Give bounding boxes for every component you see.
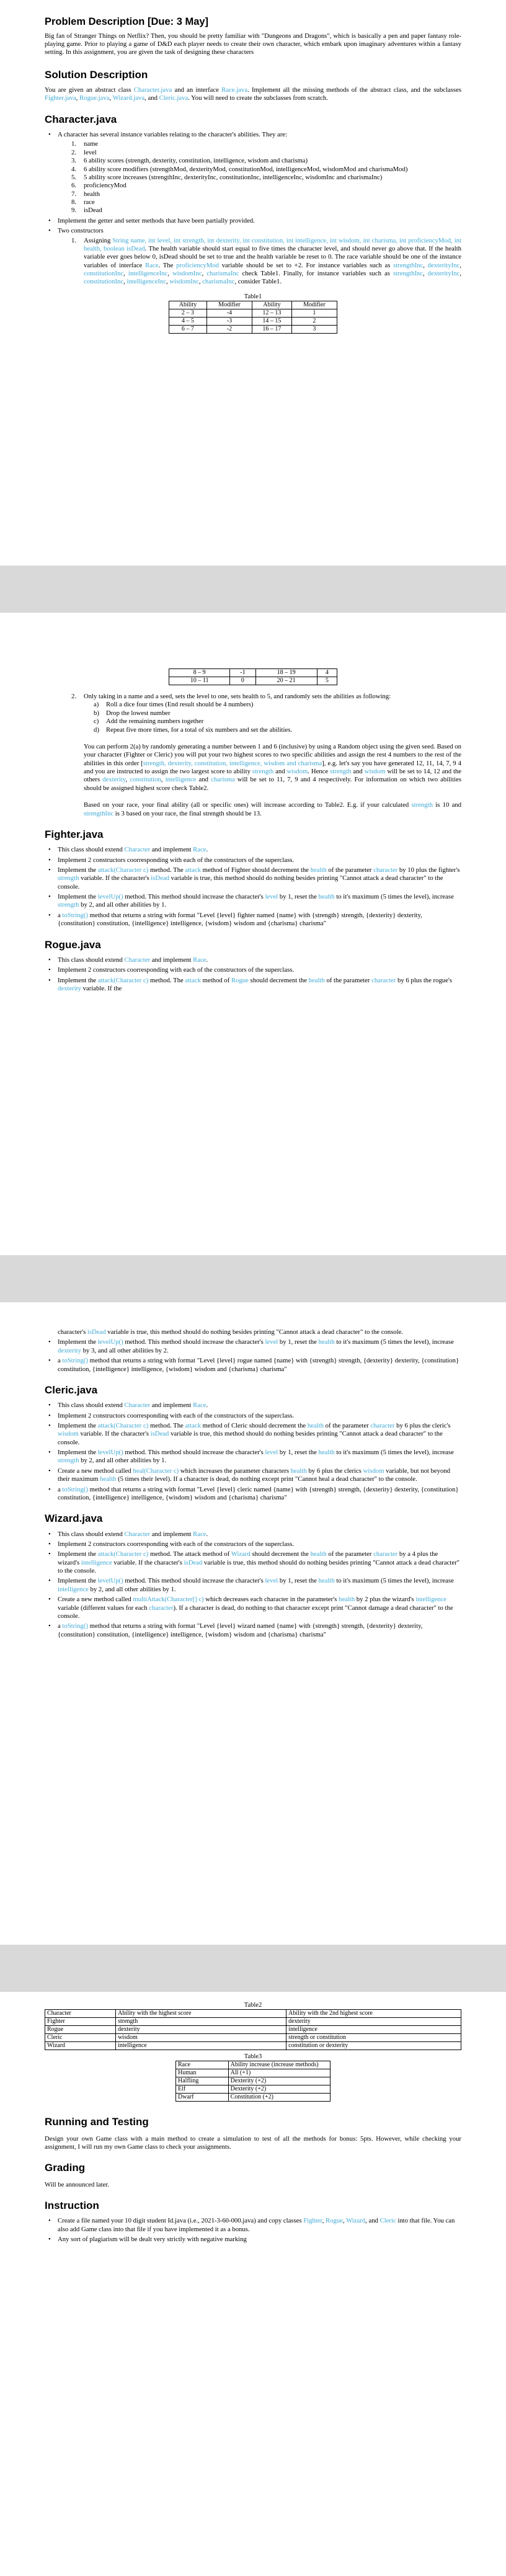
table-row: Wizard intelligence constitution or dexterity (45, 2042, 461, 2050)
race-increase-paragraph: Based on your race, your final ability (all or specific ones) will increase according to Table2. E.g. if your calculated strength is 10 and strengthInc is 3 based on your race, the final strength should be 13. (84, 801, 462, 817)
solution-heading: Solution Description (45, 68, 148, 81)
page-2 (0, 613, 506, 1255)
instruction-list (45, 2217, 461, 2244)
list-item: • Implement the levelUp() method. This method should increase the character's level by 1, reset the health to it's maximum (5 times the level), increase dexterity by 3, and all other abilities by 2. (45, 1338, 461, 1355)
table-header: Race (176, 2061, 229, 2069)
list-item: • Implement the attack(Character c) method. The attack method of Cleric should decrement the health of the parameter character by 6 plus the cleric's wisdom variable. If the character's isDead variable is true, this method should do nothing besides printing "Cannot attack a dead character" to the console. (45, 1422, 461, 1447)
cleric-list (45, 1401, 461, 1502)
table-header: Character (45, 2010, 116, 2018)
list-item: • Any sort of plagiarism will be dealt very strictly with negative marking (45, 2236, 461, 2244)
constructor-1: 1. Assigning String name, int level, int strength, int dexterity, int constitution, int intelligence, int wisdom, int charisma, int proficiencyMod, int health, boolean isDead. The health variable should start equal to five times the character level, and should never go above that. If the health variable ever goes below 0, isDead should be set to true and the health variable be reset to 0. The race variable should be one of the instance variables of interface Race. The proficiencyMod variable should be set to +2. For instance variables such as strengthInc, dexterityInc, constitutionInc, intelligenceInc, wisdomInc, charismaInc check Table1. Finally, for instance variables such as strengthInc, dexterityInc, constitutionInc, intelligenceInc, wisdomInc, charismaInc, consider Table1. (71, 236, 462, 286)
table3-caption: Table3 (244, 2053, 262, 2061)
character-heading: Character.java (45, 113, 117, 125)
table-row: 6 – 7 -2 16 – 17 3 (169, 325, 337, 333)
constructor-list-continued (45, 693, 461, 818)
page-title: Problem Description [Due: 3 May] (45, 16, 209, 27)
table-header: Ability with the 2nd highest score (286, 2010, 461, 2018)
table-row: Fighter strength dexterity (45, 2018, 461, 2026)
table-row: Cleric wisdom strength or constitution (45, 2034, 461, 2042)
list-item: • Create a file named your 10 digit student Id.java (i.e., 2021-3-60-000.java) and copy classes Fighter, Rogue, Wizard, and Cleric into that file. You can also add Game class into that file if you have implemented it as a bonus. (45, 2217, 461, 2234)
running-heading: Running and Testing (45, 2116, 149, 2128)
table-row: 10 – 11 0 20 – 21 5 (169, 677, 337, 685)
constructor-list (58, 237, 461, 286)
table-header: Ability (252, 301, 292, 309)
table1-continued (169, 668, 337, 685)
table-header-row (45, 2010, 461, 2018)
character-bullet-getters: • Implement the getter and setter methods that have been partially provided. (45, 217, 461, 225)
table-row: 8 – 9 -1 18 – 19 4 (169, 669, 337, 677)
constructor-2: 2. Only taking in a name and a seed, sets the level to one, sets health to 5, and randomly sets the abilities as following: a) Roll a dice four times (End result should be 4 numbers) b) Drop the lowest number c) Add the remaining numbers together d) Repeat five more times, for a total of six numbers and set the abilities. You can perform 2(a) by randomly generating a number between 1 and 6 (inclusive) by using a Random object using the given seed. Based on your character (Fighter or Cleric) you will put your two highest scores to two specific abilities and assign the rest 4 numbers to the rest of the abilities in this order [strength, dexterity, constitution, intelligence, wisdom and charisma], e.g. let's say you have generated 12, 11, 14, 7, 9 4 and you are instructed to assign the two largest score to ability strength and wisdom. Hence strength and wisdom will be set to 14, 12 and the others dexterity, constitution, intelligence and charisma will be set to 11, 7, 9 and 4 respectively. For information on which two abilities should be assigned highest score check Table2. Based on your race, your final ability (all or specific ones) will increase according to Table2. E.g. if your calculated strength is 10 and strengthInc is 3 based on your race, the final strength should be 13. (71, 693, 462, 817)
table-row: Rogue dexterity intelligence (45, 2026, 461, 2034)
list-item: • a toString() method that returns a string with format "Level {level} fighter named {name} with {strength} strength, {dexterity} dexterity, {constitution} constitution, {intelligence} intelligence, {wisdom} wisdom and {charisma} charisma" (45, 912, 461, 928)
list-item: b) Drop the lowest number (94, 709, 171, 717)
list-item: • Implement 2 constructors coorresponding with each of the constructors of the superclass. (45, 856, 461, 864)
solution-intro: You are given an abstract class Character.java and an interface Race.java. Implement all the missing methods of the abstract class, and the subclasses Fighter.java, Rogue.java, Wizard.java, and Cleric.java. You will need to create the subclasses from scratch. (45, 86, 461, 102)
character-bullet-variables: • A character has several instance variables relating to the character's abilities. They are: 1. name 2. level 3. 6 ability scores (strength, dexterity, constitution, intelligence, wisdom and charisma) 4. 6 ability score modifiers (strengthMod, dexterityMod, constitutionMod, intelligenceMod, wisdomMod and charismaMod) 5. 5 ability score increases (strengthInc, dexterityInc, constitutionInc, intelligenceInc, wisdomInc and charismaInc) 6. proficiencyMod 7. health 8. race 9. isDead (45, 131, 461, 215)
table-row: 4 – 5 -3 14 – 15 2 (169, 317, 337, 325)
ability-steps (84, 701, 461, 734)
list-item: • This class should extend Character and implement Race. (45, 1530, 461, 1539)
character-list (45, 131, 461, 286)
cleric-heading: Cleric.java (45, 1383, 98, 1396)
table-header: Ability increase (increase methods) (228, 2061, 330, 2069)
page-3 (0, 1302, 506, 1945)
list-item: • a toString() method that returns a string with format "Level {level} wizard named {name} with {strength} strength, {dexterity} dexterity, {constitution} constitution, {intelligence} intelligence, {wisdom} wisdom and {charisma} charisma" (45, 1622, 461, 1639)
list-item: 7. health (71, 190, 100, 198)
list-item: 5. 5 ability score increases (strengthInc, dexterityInc, constitutionInc, intelligenceInc, wisdomInc and charismaInc) (71, 173, 383, 181)
table2 (45, 2009, 461, 2050)
list-item: • This class should extend Character and implement Race. (45, 1401, 461, 1410)
table1-caption: Table1 (244, 293, 262, 300)
list-item: • Create a new method called multiAttack(Character[] c) which decreases each character in the parameter's health by 2 plus the wizard's intelligence variable (different values for each character). If a character is dead, do nothing to that character except print "Cannot damage a dead character" to the console. (45, 1596, 461, 1620)
list-item: 4. 6 ability score modifiers (strengthMod, dexterityMod, constitutionMod, intelligenceMod, wisdomMod and charismaMod) (71, 165, 408, 173)
table-header: Ability with the highest score (116, 2010, 286, 2018)
list-item: 3. 6 ability scores (strength, dexterity, constitution, intelligence, wisdom and charisma) (71, 157, 308, 165)
rogue-list (45, 956, 461, 993)
table-row: Human All (+1) (176, 2069, 331, 2077)
problem-intro: Big fan of Stranger Things on Netflix? Then, you should be pretty familiar with "Dungeons and Dragons", which is basically a pen and paper fantasy role-playing game. Prior to playing a game of D&D each player needs to create their own character, which embark upon imaginary adventures within a fantasy setting. In this assignment, you are given the task of designing these characters (45, 32, 461, 56)
list-item: • Implement the levelUp() method. This method should increase the character's level by 1, reset the health to it's maximum (5 times the level), increase strength by 2, and all other abilities by 1. (45, 893, 461, 910)
fighter-list (45, 846, 461, 928)
rogue-list-continued: character's isDead variable is true, this method should do nothing besides printing "Cannot attack a dead character" to the console. (58, 1328, 404, 1336)
running-text: Design your own Game class with a main method to create a simulation to test of all the methods for bonus: 5pts. However, while checking your assignment, I will run my own Game class to check your assignments. (45, 2134, 461, 2151)
list-item: • Implement the levelUp() method. This method should increase the character's level by 1, reset the health to it's maximum (5 times the level), increase intelligence by 2, and all other abilities by 1. (45, 1577, 461, 1594)
list-item: 8. race (71, 198, 95, 206)
table3 (175, 2061, 331, 2102)
fighter-heading: Fighter.java (45, 828, 104, 840)
list-item: d) Repeat five more times, for a total of six numbers and set the abilities. (94, 726, 293, 734)
list-item: • This class should extend Character and implement Race. (45, 846, 461, 854)
page-1 (0, 0, 506, 566)
wizard-heading: Wizard.java (45, 1512, 103, 1525)
table-header-row (169, 301, 337, 309)
table-row: Dwarf Constitution (+2) (176, 2094, 331, 2102)
grading-text: Will be announced later. (45, 2180, 110, 2188)
table-header: Ability (169, 301, 207, 309)
ability-assignment-paragraph: You can perform 2(a) by randomly generating a number between 1 and 6 (inclusive) by using a Random object using the given seed. Based on your character (Fighter or Cleric) you will put your two highest scores to two specific abilities and assign the rest 4 numbers to the rest of the abilities in this order [strength, dexterity, constitution, intelligence, wisdom and charisma], e.g. let's say you have generated 12, 11, 14, 7, 9 4 and you are instructed to assign the two largest score to ability strength and wisdom. Hence strength and wisdom will be set to 14, 12 and the others dexterity, constitution, intelligence and charisma will be set to 11, 7, 9 and 4 respectively. For information on which two abilities should be assigned highest score check Table2. (84, 742, 462, 792)
table2-caption: Table2 (244, 2002, 262, 2009)
rogue-heading: Rogue.java (45, 938, 101, 951)
table-row: 2 – 3 -4 12 – 13 1 (169, 309, 337, 317)
table-row: Halfling Dexterity (+2) (176, 2077, 331, 2085)
list-item: • Implement 2 constructors coorresponding with each of the constructors of the superclass. (45, 1540, 461, 1548)
list-item: • a toString() method that returns a string with format "Level {level} rogue named {name} with {strength} strength, {dexterity} dexterity, {constitution} constitution, {intelligence} intelligence, {wisdom} wisdom and {charisma} charisma" (45, 1357, 461, 1374)
instance-variable-list (58, 140, 461, 215)
list-item: • Implement 2 constructors coorresponding with each of the constructors of the superclass. (45, 966, 461, 974)
list-item: a) Roll a dice four times (End result should be 4 numbers) (94, 701, 254, 709)
list-item: 2. level (71, 148, 97, 156)
list-item: • Implement the attack(Character c) method. The attack method of Fighter should decrement the health of the parameter character by 10 plus the fighter's strength variable. If the character's isDead variable is true, this method should do nothing besides printing "Cannot attack a dead character" to the console. (45, 866, 461, 891)
list-item: • This class should extend Character and implement Race. (45, 956, 461, 964)
grading-heading: Grading (45, 2162, 86, 2174)
rogue-list-2 (45, 1338, 461, 1374)
list-item: • Implement the attack(Character c) method. The attack method of Wizard should decrement the health of the parameter character by a 4 plus the wizard's intelligence variable. If the character's isDead variable is true, this method should do nothing besides printing "Cannot attack a dead character" to the console. (45, 1550, 461, 1575)
list-item: 9. isDead (71, 207, 102, 215)
list-item: • Create a new method called heal(Character c) which increases the parameter characters health by 6 plus the clerics wisdom variable, but not beyond their maximum health (5 times their level). If a character is dead, do nothing except print "Cannot heal a dead character" to the console. (45, 1467, 461, 1484)
list-item: • Implement the attack(Character c) method. The attack method of Rogue should decrement the health of the parameter character by 6 plus the rogue's dexterity variable. If the (45, 977, 461, 993)
list-item: • a toString() method that returns a string with format "Level {level} cleric named {name} with {strength} strength, {dexterity} dexterity, {constitution} constitution, {intelligence} intelligence, {wisdom} wisdom and {charisma} charisma" (45, 1486, 461, 1503)
list-item: 6. proficiencyMod (71, 182, 126, 190)
instruction-heading: Instruction (45, 2199, 99, 2211)
table-header: Modifier (291, 301, 337, 309)
table-header: Modifier (206, 301, 252, 309)
page-4 (0, 1992, 506, 2576)
character-bullet-constructors: • Two constructors 1. Assigning String name, int level, int strength, int dexterity, int constitution, int intelligence, int wisdom, int charisma, int proficiencyMod, int health, boolean isDead. The health variable should start equal to five times the character level, and should never go above that. If the health variable ever goes below 0, isDead should be set to true and the health variable be reset to 0. The race variable should be one of the instance variables of interface Race. The proficiencyMod variable should be set to +2. For instance variables such as strengthInc, dexterityInc, constitutionInc, intelligenceInc, wisdomInc, charismaInc check Table1. Finally, for instance variables such as strengthInc, dexterityInc, constitutionInc, intelligenceInc, wisdomInc, charismaInc, consider Table1. (45, 227, 461, 286)
list-item: 1. name (71, 140, 99, 148)
wizard-list (45, 1530, 461, 1640)
list-item: c) Add the remaining numbers together (94, 717, 204, 726)
table1 (169, 301, 337, 334)
list-item: • Implement the levelUp() method. This method should increase the character's level by 1, reset the health to it's maximum (5 times the level), increase strength by 2, and all other abilities by 1. (45, 1449, 461, 1465)
table-header-row (176, 2061, 331, 2069)
table-row: Elf Dexterity (+2) (176, 2085, 331, 2094)
list-item: • Implement 2 constructors coorresponding with each of the constructors of the superclass. (45, 1412, 461, 1420)
